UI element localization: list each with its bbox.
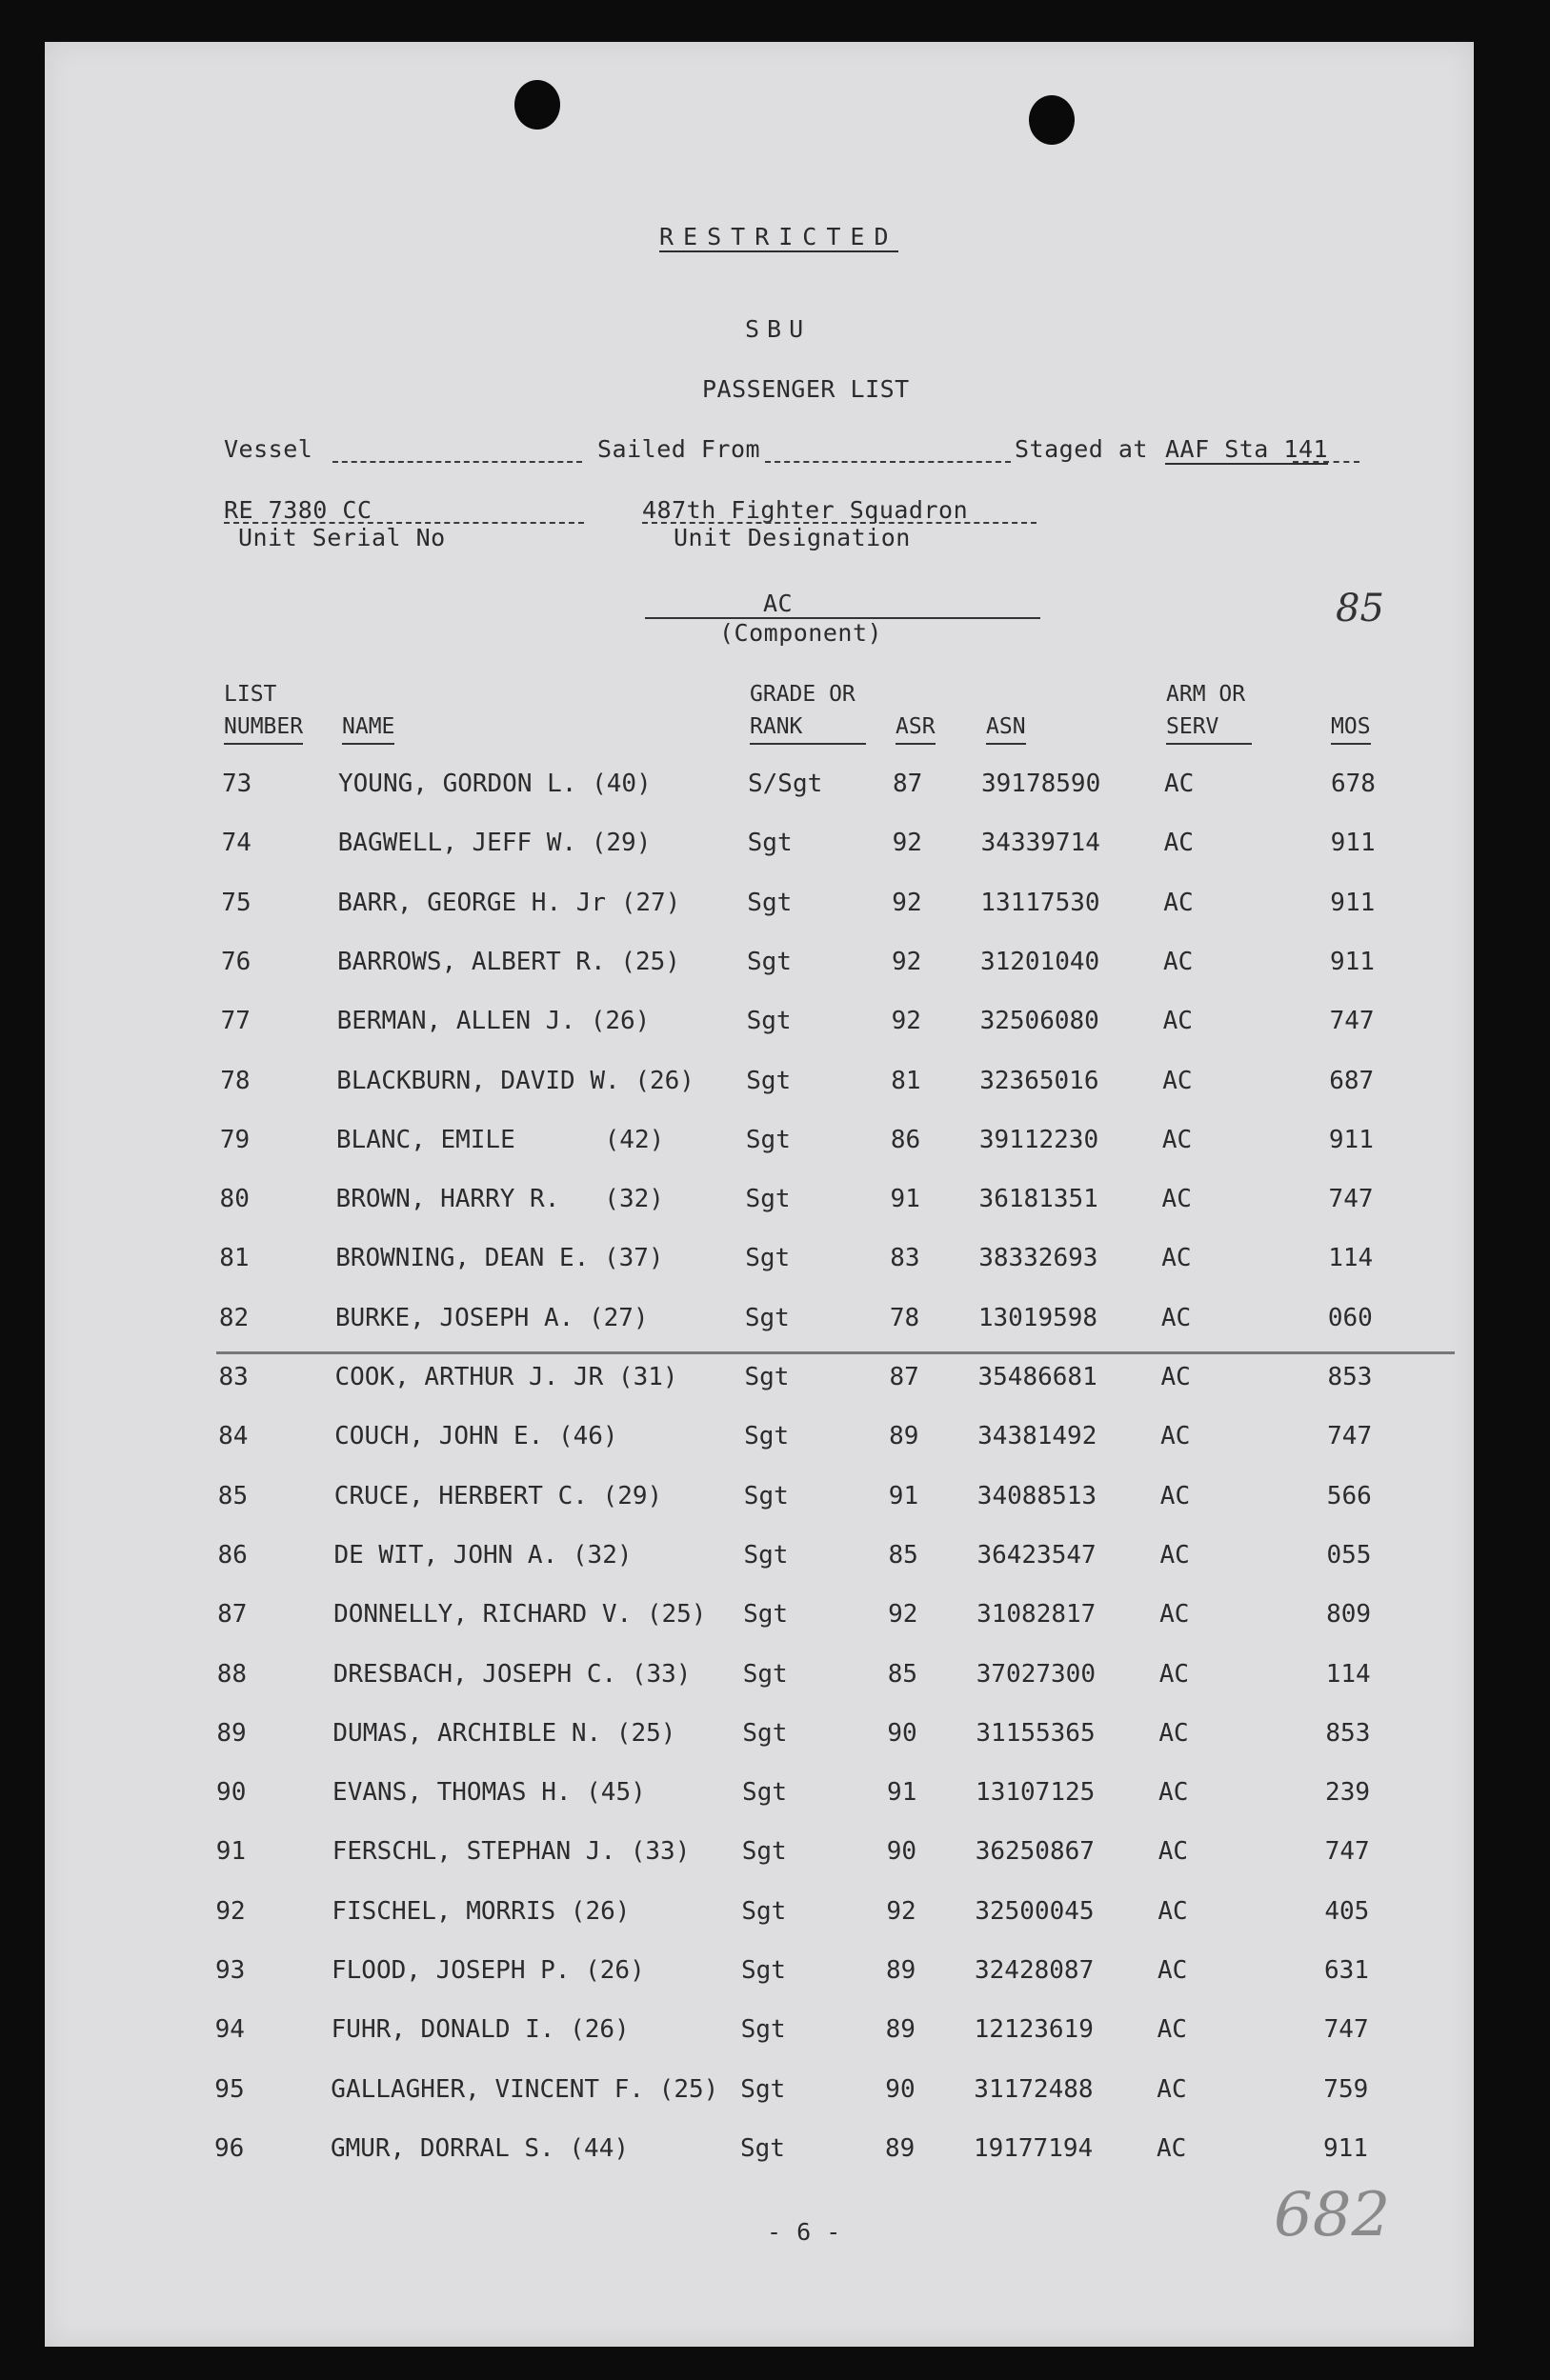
rank-cell: Sgt xyxy=(746,1007,792,1036)
mos-cell: 809 xyxy=(1326,1600,1372,1630)
list-number-cell: 82 xyxy=(218,1303,250,1332)
arm-cell: AC xyxy=(1159,1600,1190,1630)
unit-designation-label: Unit Designation xyxy=(674,524,911,551)
classification-code: SBU xyxy=(745,315,812,343)
handwritten-note: 682 xyxy=(1274,2180,1391,2250)
name-cell: GALLAGHER, VINCENT F. (25) xyxy=(331,2074,719,2104)
asr-cell: 89 xyxy=(886,1956,916,1985)
list-number-cell: 80 xyxy=(219,1185,250,1214)
asr-cell: 90 xyxy=(887,1718,917,1748)
asr-cell: 78 xyxy=(889,1303,920,1332)
arm-cell: AC xyxy=(1159,1481,1191,1510)
name-cell: BLACKBURN, DAVID W. (26) xyxy=(336,1066,694,1095)
table-row xyxy=(45,829,1474,867)
mos-cell: 747 xyxy=(1324,1837,1370,1867)
asr-cell: 85 xyxy=(888,1540,918,1570)
asn-cell: 32506080 xyxy=(979,1007,1099,1036)
mos-cell: 747 xyxy=(1329,1007,1375,1036)
asn-cell: 39112230 xyxy=(978,1125,1099,1154)
mos-cell: 747 xyxy=(1328,1185,1374,1214)
rank-cell: Sgt xyxy=(744,1303,790,1332)
asr-cell: 92 xyxy=(891,947,922,976)
asr-cell: 87 xyxy=(889,1363,919,1391)
mos-cell: 759 xyxy=(1323,2074,1369,2104)
asn-cell: 31172488 xyxy=(974,2074,1094,2104)
list-number-cell: 96 xyxy=(213,2133,245,2163)
asn-cell: 39178590 xyxy=(981,770,1101,798)
unit-serial-label: Unit Serial No xyxy=(238,524,446,551)
asn-cell: 34339714 xyxy=(980,829,1100,858)
name-cell: FUHR, DONALD I. (26) xyxy=(331,2015,630,2045)
name-cell: COOK, ARTHUR J. JR (31) xyxy=(334,1363,678,1391)
asr-cell: 90 xyxy=(886,1837,916,1867)
asr-cell: 81 xyxy=(891,1066,921,1095)
list-number-cell: 73 xyxy=(222,770,252,798)
table-row xyxy=(45,1956,1474,1994)
staged-at-value: AAF Sta 141 xyxy=(1165,435,1329,463)
name-cell: BARR, GEORGE H. Jr (27) xyxy=(337,888,681,917)
asn-cell: 31082817 xyxy=(976,1600,1097,1630)
table-row xyxy=(45,2134,1474,2172)
component-label: (Component) xyxy=(719,619,883,647)
name-cell: FERSCHL, STEPHAN J. (33) xyxy=(332,1837,691,1867)
restricted-heading: RESTRICTED xyxy=(659,223,898,250)
name-cell: BURKE, JOSEPH A. (27) xyxy=(334,1303,649,1332)
name-cell: DONNELLY, RICHARD V. (25) xyxy=(333,1600,707,1630)
name-cell: FISCHEL, MORRIS (26) xyxy=(332,1896,631,1926)
table-row xyxy=(45,1482,1474,1520)
asn-cell: 19177194 xyxy=(973,2133,1094,2163)
asr-cell: 83 xyxy=(890,1244,920,1273)
list-number-cell: 86 xyxy=(217,1540,248,1570)
asn-cell: 32365016 xyxy=(979,1066,1099,1095)
asn-cell: 13019598 xyxy=(977,1303,1098,1332)
arm-cell: AC xyxy=(1162,1066,1193,1095)
name-cell: YOUNG, GORDON L. (40) xyxy=(338,770,652,798)
rank-cell: Sgt xyxy=(746,947,792,976)
arm-cell: AC xyxy=(1158,1778,1189,1808)
asr-cell: 86 xyxy=(890,1125,921,1154)
col-header-asn: ASN xyxy=(986,710,1026,745)
list-number-cell: 81 xyxy=(219,1244,250,1273)
mos-cell: 055 xyxy=(1326,1540,1372,1570)
asr-cell: 92 xyxy=(891,1007,921,1036)
table-row xyxy=(45,1897,1474,1935)
rank-cell: Sgt xyxy=(746,1066,792,1095)
list-number-cell: 77 xyxy=(220,1007,251,1036)
arm-cell: AC xyxy=(1161,1185,1192,1214)
mos-cell: 239 xyxy=(1325,1778,1371,1808)
list-number-cell: 93 xyxy=(215,1956,246,1985)
asn-cell: 36423547 xyxy=(976,1540,1097,1570)
rank-cell: Sgt xyxy=(747,888,793,917)
asn-cell: 13107125 xyxy=(976,1778,1096,1808)
table-row xyxy=(45,1719,1474,1757)
asn-cell: 32500045 xyxy=(975,1896,1095,1926)
arm-cell: AC xyxy=(1156,2133,1187,2163)
arm-cell: AC xyxy=(1158,1659,1190,1689)
table-row xyxy=(45,2075,1474,2113)
rank-cell: Sgt xyxy=(743,1600,789,1630)
table-row xyxy=(45,1126,1474,1164)
mos-cell: 678 xyxy=(1331,770,1376,798)
punch-hole xyxy=(514,80,560,130)
list-number-cell: 89 xyxy=(216,1718,247,1748)
arm-cell: AC xyxy=(1157,1896,1188,1926)
col-header-asr: ASR xyxy=(896,710,936,745)
col-header-arm: ARM OR SERV xyxy=(1166,678,1252,745)
document-page xyxy=(45,42,1474,2347)
asn-cell: 12123619 xyxy=(974,2015,1094,2045)
list-number-cell: 83 xyxy=(218,1363,249,1391)
table-row xyxy=(45,1244,1474,1282)
rank-cell: Sgt xyxy=(742,1718,788,1748)
mos-cell: 853 xyxy=(1327,1363,1373,1391)
arm-cell: AC xyxy=(1157,1837,1188,1867)
asn-cell: 36181351 xyxy=(978,1185,1098,1214)
table-row xyxy=(45,1067,1474,1105)
name-cell: CRUCE, HERBERT C. (29) xyxy=(333,1481,663,1510)
table-row xyxy=(45,1600,1474,1638)
asr-cell: 89 xyxy=(884,2133,916,2163)
col-header-mos: MOS xyxy=(1331,710,1371,745)
mos-cell: 405 xyxy=(1324,1896,1370,1926)
document-title: PASSENGER LIST xyxy=(702,375,910,403)
name-cell: COUCH, JOHN E. (46) xyxy=(334,1422,618,1451)
arm-cell: AC xyxy=(1163,888,1194,917)
asr-cell: 92 xyxy=(892,888,922,917)
list-number-cell: 94 xyxy=(214,2015,245,2045)
table-row xyxy=(45,2015,1474,2053)
asr-cell: 92 xyxy=(888,1600,918,1630)
rank-cell: Sgt xyxy=(745,1185,791,1214)
arm-cell: AC xyxy=(1157,2015,1187,2045)
name-cell: GMUR, DORRAL S. (44) xyxy=(330,2133,630,2163)
table-row xyxy=(45,1007,1474,1045)
name-cell: BLANC, EMILE (42) xyxy=(335,1125,665,1154)
list-number-cell: 92 xyxy=(215,1896,246,1926)
asr-cell: 89 xyxy=(885,2015,916,2045)
name-cell: BROWNING, DEAN E. (37) xyxy=(335,1244,664,1273)
arm-cell: AC xyxy=(1161,1244,1192,1273)
mos-cell: 911 xyxy=(1329,947,1375,976)
asr-cell: 85 xyxy=(887,1659,918,1689)
arm-cell: AC xyxy=(1157,2074,1187,2104)
arm-cell: AC xyxy=(1161,1125,1193,1154)
vessel-blank xyxy=(332,461,582,463)
asn-cell: 38332693 xyxy=(978,1244,1098,1273)
staged-at-label: Staged at xyxy=(1015,435,1148,463)
list-number-cell: 88 xyxy=(216,1659,248,1689)
unit-designation-value: 487th Fighter Squadron xyxy=(642,496,969,524)
name-cell: DUMAS, ARCHIBLE N. (25) xyxy=(332,1718,676,1748)
table-row xyxy=(45,770,1474,808)
name-cell: BROWN, HARRY R. (32) xyxy=(335,1185,664,1214)
handwritten-count: 85 xyxy=(1336,587,1384,630)
arm-cell: AC xyxy=(1162,947,1194,976)
arm-cell: AC xyxy=(1162,1007,1193,1036)
list-number-cell: 76 xyxy=(220,947,252,976)
rank-cell: Sgt xyxy=(743,1481,789,1510)
rank-cell: Sgt xyxy=(742,1659,788,1689)
table-row xyxy=(45,1541,1474,1579)
rank-cell: Sgt xyxy=(747,829,793,858)
list-number-cell: 84 xyxy=(218,1422,249,1451)
asr-cell: 92 xyxy=(892,829,922,858)
sailed-from-label: Sailed From xyxy=(597,435,761,463)
rank-cell: Sgt xyxy=(745,1244,791,1273)
list-number-cell: 87 xyxy=(217,1600,248,1630)
name-cell: BARROWS, ALBERT R. (25) xyxy=(336,947,680,976)
asr-cell: 87 xyxy=(893,770,923,798)
rank-cell: Sgt xyxy=(740,2015,786,2045)
table-row xyxy=(45,1660,1474,1698)
mos-cell: 566 xyxy=(1326,1481,1372,1510)
mos-cell: 631 xyxy=(1324,1956,1369,1985)
rank-cell: Sgt xyxy=(742,1778,788,1808)
asn-cell: 34088513 xyxy=(976,1481,1097,1510)
asn-cell: 31155365 xyxy=(976,1718,1096,1748)
mos-cell: 687 xyxy=(1329,1066,1375,1095)
asn-cell: 36250867 xyxy=(975,1837,1095,1867)
list-number-cell: 85 xyxy=(217,1481,249,1510)
asr-cell: 91 xyxy=(887,1778,917,1808)
punch-hole xyxy=(1029,95,1075,145)
asr-cell: 89 xyxy=(889,1422,919,1451)
table-row xyxy=(45,1304,1474,1342)
list-number-cell: 74 xyxy=(221,829,252,858)
arm-cell: AC xyxy=(1163,829,1194,858)
list-number-cell: 75 xyxy=(221,888,252,917)
rank-cell: Sgt xyxy=(741,1837,787,1867)
rank-cell: Sgt xyxy=(741,1896,787,1926)
asr-cell: 91 xyxy=(888,1481,919,1510)
mos-cell: 060 xyxy=(1327,1303,1373,1332)
table-row xyxy=(45,1778,1474,1816)
rank-cell: Sgt xyxy=(740,2074,786,2104)
asn-cell: 37027300 xyxy=(976,1659,1096,1689)
col-header-list-number: LIST NUMBER xyxy=(224,678,303,745)
name-cell: FLOOD, JOSEPH P. (26) xyxy=(332,1956,645,1985)
asr-cell: 91 xyxy=(890,1185,920,1214)
asr-cell: 92 xyxy=(886,1896,916,1926)
mos-cell: 114 xyxy=(1328,1244,1374,1273)
asn-cell: 32428087 xyxy=(975,1956,1095,1985)
asn-cell: 13117530 xyxy=(980,888,1100,917)
asn-cell: 35486681 xyxy=(977,1363,1097,1391)
mos-cell: 911 xyxy=(1330,888,1376,917)
mos-cell: 911 xyxy=(1330,829,1376,858)
list-number-cell: 95 xyxy=(214,2074,245,2104)
list-number-cell: 90 xyxy=(216,1778,247,1808)
arm-cell: AC xyxy=(1158,1718,1189,1748)
mos-cell: 114 xyxy=(1325,1659,1371,1689)
table-row xyxy=(45,948,1474,986)
mos-cell: 911 xyxy=(1328,1125,1374,1154)
unit-serial-value: RE 7380 CC xyxy=(224,496,372,524)
name-cell: EVANS, THOMAS H. (45) xyxy=(332,1778,646,1808)
strikethrough-line xyxy=(216,1351,1455,1354)
vessel-label: Vessel xyxy=(224,435,313,463)
rank-cell: Sgt xyxy=(741,1956,786,1985)
arm-cell: AC xyxy=(1160,1422,1191,1451)
col-header-grade: GRADE OR RANK xyxy=(750,678,866,745)
arm-cell: AC xyxy=(1159,1540,1190,1570)
arm-cell: AC xyxy=(1157,1956,1188,1985)
asn-cell: 31201040 xyxy=(979,947,1100,976)
sailed-from-blank xyxy=(765,461,1011,463)
arm-cell: AC xyxy=(1164,770,1195,798)
rank-cell: S/Sgt xyxy=(748,770,823,798)
arm-cell: AC xyxy=(1160,1303,1192,1332)
rank-cell: Sgt xyxy=(743,1540,789,1570)
table-row xyxy=(45,1422,1474,1460)
table-row xyxy=(45,1363,1474,1401)
mos-cell: 747 xyxy=(1327,1422,1373,1451)
table-row xyxy=(45,1185,1474,1223)
component-value: AC xyxy=(763,590,794,617)
name-cell: BERMAN, ALLEN J. (26) xyxy=(336,1007,651,1036)
arm-cell: AC xyxy=(1160,1363,1191,1391)
list-number-cell: 78 xyxy=(220,1066,251,1095)
asr-cell: 90 xyxy=(885,2074,916,2104)
page-number: - 6 - xyxy=(767,2218,841,2246)
mos-cell: 853 xyxy=(1325,1718,1371,1748)
rank-cell: Sgt xyxy=(745,1125,791,1154)
name-cell: DE WIT, JOHN A. (32) xyxy=(333,1540,633,1570)
staged-at-blank xyxy=(1293,461,1359,463)
table-row xyxy=(45,1837,1474,1875)
col-header-name: NAME xyxy=(342,710,394,745)
rank-cell: Sgt xyxy=(744,1363,790,1391)
name-cell: DRESBACH, JOSEPH C. (33) xyxy=(332,1659,692,1689)
list-number-cell: 91 xyxy=(215,1837,246,1867)
list-number-cell: 79 xyxy=(219,1125,251,1154)
table-row xyxy=(45,889,1474,927)
name-cell: BAGWELL, JEFF W. (29) xyxy=(337,829,652,858)
mos-cell: 747 xyxy=(1323,2015,1369,2045)
rank-cell: Sgt xyxy=(744,1422,790,1451)
mos-cell: 911 xyxy=(1322,2133,1368,2163)
asn-cell: 34381492 xyxy=(977,1422,1097,1451)
rank-cell: Sgt xyxy=(739,2133,785,2163)
